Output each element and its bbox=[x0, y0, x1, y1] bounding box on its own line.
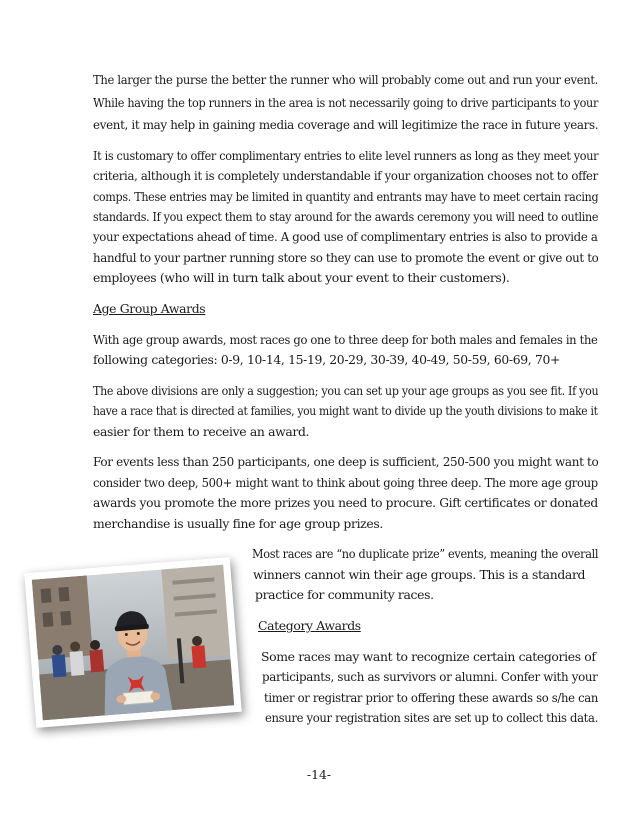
body-text-line: merchandise is usually fine for age group prizes. bbox=[93, 516, 383, 531]
body-text-line: awards you promote the more prizes you need to procure. Gift certificates or donated bbox=[93, 495, 598, 510]
child-with-award-image bbox=[32, 565, 234, 721]
body-text-line: The larger the purse the better the runner who will probably come out and run your event. bbox=[93, 72, 598, 87]
body-text-line: comps. These entries may be limited in quantity and entrants may have to meet certain racing bbox=[93, 189, 599, 204]
body-text-line: For events less than 250 participants, one deep is sufficient, 250-500 you might want to bbox=[93, 454, 599, 469]
body-text-line: While having the top runners in the area is not necessarily going to drive participants to your bbox=[93, 95, 599, 110]
section-heading-category-awards: Category Awards bbox=[258, 618, 361, 633]
race-photo bbox=[24, 557, 242, 728]
body-text-line: handful to your partner running store so they can use to promote the event or give out to bbox=[93, 250, 599, 265]
body-text-line: ensure your registration sites are set up to collect this data. bbox=[265, 710, 598, 725]
body-text-line: Most races are “no duplicate prize” events, meaning the overall bbox=[252, 546, 599, 561]
body-text-line: practice for community races. bbox=[255, 587, 434, 602]
body-text-line: have a race that is directed at families, you might want to divide up the youth divisions to make it bbox=[93, 403, 598, 418]
body-text-line: consider two deep, 500+ might want to think about going three deep. The more age group bbox=[93, 475, 598, 490]
section-heading-age-group-awards: Age Group Awards bbox=[93, 301, 206, 316]
body-text-line: your expectations ahead of time. A good use of complimentary entries is also to provide a bbox=[93, 229, 598, 244]
body-text-line: It is customary to offer complimentary entries to elite level runners as long as they meet your bbox=[93, 148, 599, 163]
body-text-line: participants, such as survivors or alumni. Confer with your bbox=[262, 669, 598, 684]
body-text-line: Some races may want to recognize certain categories of bbox=[261, 649, 596, 664]
body-text-line: following categories: 0-9, 10-14, 15-19, 20-29, 30-39, 40-49, 50-59, 60-69, 70+ bbox=[93, 352, 561, 367]
body-text-line: event, it may help in gaining media coverage and will legitimize the race in future years. bbox=[93, 117, 599, 132]
body-text-line: criteria, although it is completely understandable if your organization chooses not to offer bbox=[93, 168, 598, 183]
body-text-line: timer or registrar prior to offering these awards so s/he can bbox=[264, 690, 599, 705]
body-text-line: easier for them to receive an award. bbox=[93, 424, 310, 439]
body-text-line: standards. If you expect them to stay around for the awards ceremony you will need to outline bbox=[93, 209, 599, 224]
body-text-line: employees (who will in turn talk about your event to their customers). bbox=[93, 270, 510, 285]
body-text-line: With age group awards, most races go one to three deep for both males and females in the bbox=[93, 332, 598, 347]
body-text-line: winners cannot win their age groups. This is a standard bbox=[253, 567, 586, 582]
page-number: -14- bbox=[306, 767, 332, 782]
body-text-line: The above divisions are only a suggestion; you can set up your age groups as you see fit. If you bbox=[93, 383, 599, 398]
